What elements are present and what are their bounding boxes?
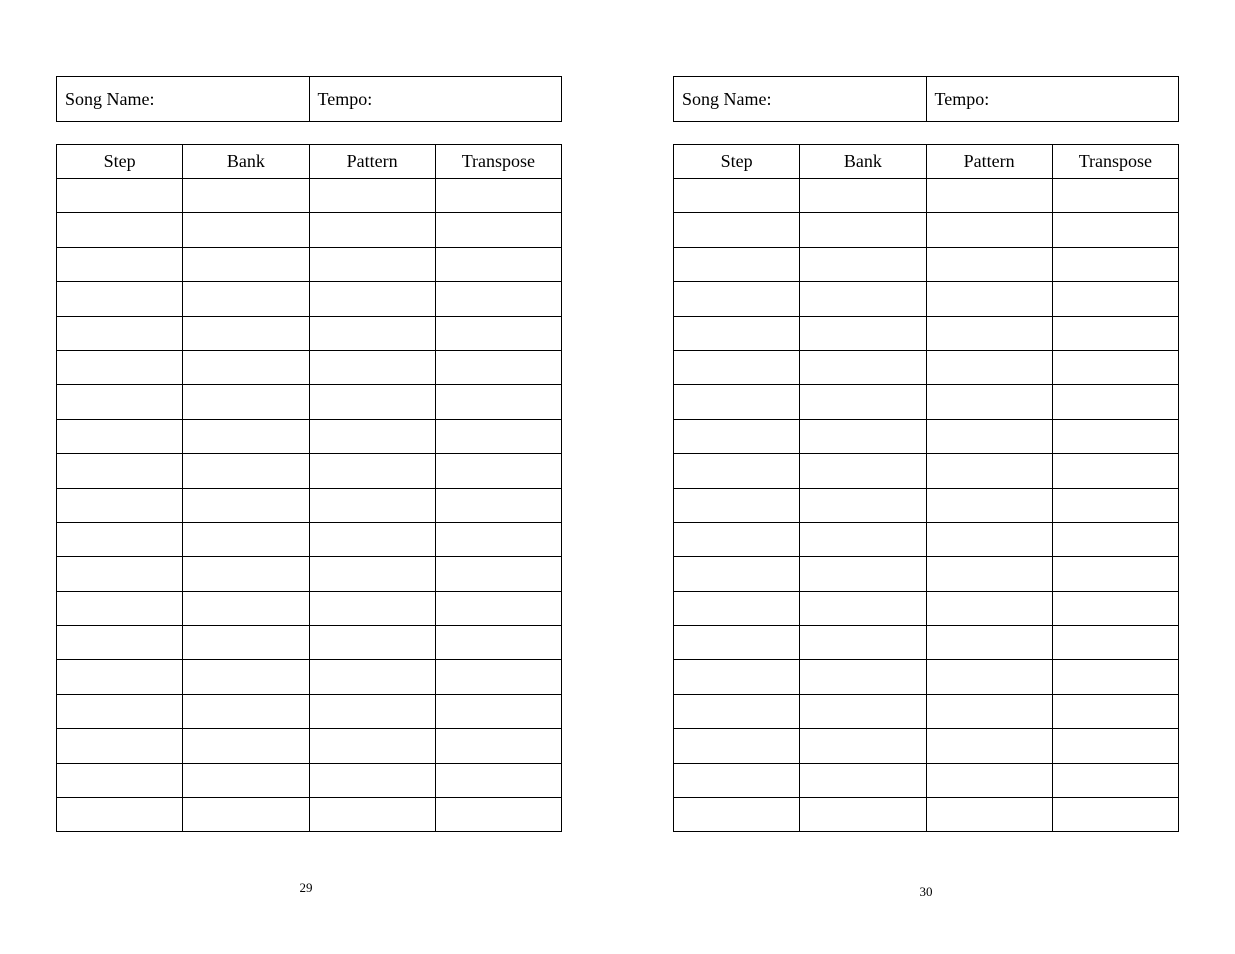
cell-bank[interactable] — [800, 798, 926, 832]
cell-step[interactable] — [57, 660, 183, 694]
cell-pattern[interactable] — [309, 763, 435, 797]
cell-step[interactable] — [674, 694, 800, 728]
cell-bank[interactable] — [800, 419, 926, 453]
column-header-pattern: Pattern — [309, 145, 435, 179]
cell-bank[interactable] — [183, 729, 309, 763]
page-number: 29 — [299, 880, 313, 895]
cell-bank[interactable] — [800, 488, 926, 522]
cell-step[interactable] — [57, 798, 183, 832]
cell-transpose[interactable] — [435, 488, 561, 522]
column-header-step: Step — [57, 145, 183, 179]
cell-transpose[interactable] — [435, 179, 561, 213]
cell-pattern[interactable] — [926, 213, 1052, 247]
cell-transpose[interactable] — [1052, 488, 1178, 522]
table-row — [674, 522, 1179, 556]
table-row — [674, 213, 1179, 247]
cell-transpose[interactable] — [435, 282, 561, 316]
cell-transpose[interactable] — [1052, 522, 1178, 556]
table-row — [57, 626, 562, 660]
cell-bank[interactable] — [800, 729, 926, 763]
cell-bank[interactable] — [800, 763, 926, 797]
cell-pattern[interactable] — [309, 316, 435, 350]
cell-bank[interactable] — [183, 454, 309, 488]
cell-pattern[interactable] — [926, 350, 1052, 384]
cell-bank[interactable] — [183, 282, 309, 316]
cell-pattern[interactable] — [926, 385, 1052, 419]
cell-pattern[interactable] — [309, 419, 435, 453]
cell-bank[interactable] — [800, 350, 926, 384]
cell-pattern[interactable] — [309, 660, 435, 694]
cell-transpose[interactable] — [1052, 350, 1178, 384]
cell-bank[interactable] — [800, 694, 926, 728]
song-info-table — [56, 76, 562, 122]
cell-step[interactable] — [674, 454, 800, 488]
cell-pattern[interactable] — [926, 454, 1052, 488]
cell-pattern[interactable] — [926, 419, 1052, 453]
cell-step[interactable] — [57, 522, 183, 556]
table-row — [57, 282, 562, 316]
table-row — [674, 488, 1179, 522]
table-row — [57, 454, 562, 488]
cell-pattern[interactable] — [926, 282, 1052, 316]
cell-bank[interactable] — [183, 660, 309, 694]
step-table — [56, 144, 562, 832]
table-row — [674, 660, 1179, 694]
cell-step[interactable] — [57, 488, 183, 522]
cell-transpose[interactable] — [435, 660, 561, 694]
cell-step[interactable] — [57, 247, 183, 281]
cell-transpose[interactable] — [1052, 626, 1178, 660]
cell-transpose[interactable] — [435, 798, 561, 832]
table-row — [57, 213, 562, 247]
cell-step[interactable] — [57, 179, 183, 213]
cell-transpose[interactable] — [435, 419, 561, 453]
cell-pattern[interactable] — [926, 729, 1052, 763]
cell-transpose[interactable] — [1052, 179, 1178, 213]
table-row — [674, 763, 1179, 797]
column-header-bank: Bank — [183, 145, 309, 179]
cell-transpose[interactable] — [435, 213, 561, 247]
cell-bank[interactable] — [800, 385, 926, 419]
cell-pattern[interactable] — [309, 385, 435, 419]
cell-bank[interactable] — [183, 798, 309, 832]
tempo-field[interactable]: Tempo: — [926, 77, 1179, 122]
cell-transpose[interactable] — [435, 350, 561, 384]
step-table-body — [674, 179, 1179, 832]
table-row — [674, 626, 1179, 660]
cell-step[interactable] — [674, 798, 800, 832]
table-row — [57, 557, 562, 591]
cell-step[interactable] — [57, 729, 183, 763]
table-row — [674, 454, 1179, 488]
column-header-transpose: Transpose — [435, 145, 561, 179]
table-row — [674, 316, 1179, 350]
cell-step[interactable] — [57, 350, 183, 384]
cell-pattern[interactable] — [926, 247, 1052, 281]
cell-pattern[interactable] — [309, 179, 435, 213]
cell-step[interactable] — [674, 247, 800, 281]
cell-step[interactable] — [674, 350, 800, 384]
cell-bank[interactable] — [183, 350, 309, 384]
cell-transpose[interactable] — [435, 729, 561, 763]
cell-transpose[interactable] — [1052, 316, 1178, 350]
cell-transpose[interactable] — [435, 247, 561, 281]
step-table — [673, 144, 1179, 832]
cell-pattern[interactable] — [309, 626, 435, 660]
cell-step[interactable] — [57, 213, 183, 247]
table-row — [57, 694, 562, 728]
cell-pattern[interactable] — [309, 694, 435, 728]
cell-transpose[interactable] — [1052, 247, 1178, 281]
cell-step[interactable] — [674, 626, 800, 660]
cell-pattern[interactable] — [926, 694, 1052, 728]
cell-transpose[interactable] — [435, 522, 561, 556]
cell-bank[interactable] — [800, 454, 926, 488]
cell-transpose[interactable] — [1052, 763, 1178, 797]
song-sheet-page-left — [56, 76, 562, 832]
cell-transpose[interactable] — [1052, 282, 1178, 316]
cell-transpose[interactable] — [435, 694, 561, 728]
cell-step[interactable] — [57, 316, 183, 350]
cell-pattern[interactable] — [926, 798, 1052, 832]
cell-transpose[interactable] — [1052, 591, 1178, 625]
cell-pattern[interactable] — [926, 488, 1052, 522]
cell-transpose[interactable] — [1052, 557, 1178, 591]
cell-bank[interactable] — [800, 626, 926, 660]
cell-pattern[interactable] — [309, 488, 435, 522]
cell-bank[interactable] — [183, 488, 309, 522]
cell-bank[interactable] — [183, 316, 309, 350]
table-row — [674, 350, 1179, 384]
table-row — [674, 557, 1179, 591]
table-row — [674, 729, 1179, 763]
song-name-field[interactable]: Song Name: — [674, 77, 927, 122]
cell-step[interactable] — [57, 282, 183, 316]
table-row — [57, 385, 562, 419]
table-row — [57, 660, 562, 694]
cell-transpose[interactable] — [435, 591, 561, 625]
cell-pattern[interactable] — [926, 626, 1052, 660]
cell-pattern[interactable] — [926, 557, 1052, 591]
table-row — [57, 522, 562, 556]
cell-bank[interactable] — [183, 419, 309, 453]
cell-bank[interactable] — [800, 213, 926, 247]
column-header-transpose: Transpose — [1052, 145, 1178, 179]
cell-bank[interactable] — [800, 179, 926, 213]
table-row — [57, 419, 562, 453]
column-header-bank: Bank — [800, 145, 926, 179]
cell-bank[interactable] — [183, 522, 309, 556]
cell-step[interactable] — [57, 557, 183, 591]
cell-bank[interactable] — [183, 694, 309, 728]
table-row — [674, 247, 1179, 281]
cell-pattern[interactable] — [926, 522, 1052, 556]
table-row — [674, 591, 1179, 625]
cell-step[interactable] — [674, 282, 800, 316]
cell-pattern[interactable] — [926, 660, 1052, 694]
table-header-row — [674, 145, 1179, 179]
cell-pattern[interactable] — [309, 213, 435, 247]
cell-step[interactable] — [674, 488, 800, 522]
cell-step[interactable] — [57, 454, 183, 488]
column-header-step: Step — [674, 145, 800, 179]
table-row — [674, 282, 1179, 316]
cell-bank[interactable] — [183, 591, 309, 625]
table-row — [57, 350, 562, 384]
cell-step[interactable] — [57, 626, 183, 660]
cell-bank[interactable] — [800, 557, 926, 591]
cell-step[interactable] — [57, 419, 183, 453]
cell-step[interactable] — [674, 729, 800, 763]
cell-pattern[interactable] — [926, 763, 1052, 797]
cell-pattern[interactable] — [309, 557, 435, 591]
table-row — [57, 591, 562, 625]
table-row — [57, 316, 562, 350]
cell-step[interactable] — [57, 694, 183, 728]
cell-transpose[interactable] — [1052, 694, 1178, 728]
cell-transpose[interactable] — [435, 557, 561, 591]
cell-bank[interactable] — [800, 660, 926, 694]
table-row — [57, 798, 562, 832]
cell-transpose[interactable] — [1052, 454, 1178, 488]
cell-bank[interactable] — [800, 522, 926, 556]
table-row — [674, 694, 1179, 728]
cell-pattern[interactable] — [309, 282, 435, 316]
cell-pattern[interactable] — [309, 247, 435, 281]
cell-transpose[interactable] — [1052, 798, 1178, 832]
cell-bank[interactable] — [800, 316, 926, 350]
cell-pattern[interactable] — [309, 798, 435, 832]
cell-transpose[interactable] — [435, 454, 561, 488]
cell-transpose[interactable] — [1052, 385, 1178, 419]
column-header-pattern: Pattern — [926, 145, 1052, 179]
song-sheet-page-right — [673, 76, 1179, 832]
cell-transpose[interactable] — [1052, 213, 1178, 247]
cell-pattern[interactable] — [926, 179, 1052, 213]
cell-step[interactable] — [674, 213, 800, 247]
cell-pattern[interactable] — [309, 350, 435, 384]
cell-bank[interactable] — [183, 179, 309, 213]
cell-pattern[interactable] — [309, 522, 435, 556]
cell-transpose[interactable] — [435, 626, 561, 660]
cell-bank[interactable] — [183, 213, 309, 247]
cell-transpose[interactable] — [1052, 660, 1178, 694]
table-row — [57, 247, 562, 281]
cell-pattern[interactable] — [309, 591, 435, 625]
cell-transpose[interactable] — [435, 385, 561, 419]
table-row — [57, 488, 562, 522]
cell-step[interactable] — [57, 763, 183, 797]
table-row — [57, 179, 562, 213]
cell-step[interactable] — [674, 557, 800, 591]
cell-pattern[interactable] — [309, 454, 435, 488]
cell-bank[interactable] — [800, 247, 926, 281]
cell-step[interactable] — [674, 179, 800, 213]
cell-pattern[interactable] — [926, 591, 1052, 625]
cell-bank[interactable] — [183, 247, 309, 281]
table-row — [674, 179, 1179, 213]
cell-pattern[interactable] — [926, 316, 1052, 350]
table-row — [674, 419, 1179, 453]
cell-bank[interactable] — [800, 591, 926, 625]
cell-step[interactable] — [674, 763, 800, 797]
cell-transpose[interactable] — [435, 763, 561, 797]
cell-step[interactable] — [57, 385, 183, 419]
cell-step[interactable] — [674, 660, 800, 694]
cell-transpose[interactable] — [1052, 419, 1178, 453]
cell-step[interactable] — [674, 522, 800, 556]
table-header-row — [57, 145, 562, 179]
step-table-body — [57, 179, 562, 832]
song-info-table — [673, 76, 1179, 122]
cell-transpose[interactable] — [1052, 729, 1178, 763]
cell-bank[interactable] — [800, 282, 926, 316]
cell-step[interactable] — [674, 385, 800, 419]
cell-step[interactable] — [674, 316, 800, 350]
cell-bank[interactable] — [183, 763, 309, 797]
cell-bank[interactable] — [183, 626, 309, 660]
tempo-field[interactable]: Tempo: — [309, 77, 562, 122]
cell-bank[interactable] — [183, 385, 309, 419]
page-number: 30 — [919, 884, 933, 899]
table-row — [57, 763, 562, 797]
cell-pattern[interactable] — [309, 729, 435, 763]
song-name-field[interactable]: Song Name: — [57, 77, 310, 122]
table-row — [57, 729, 562, 763]
table-row — [674, 798, 1179, 832]
cell-step[interactable] — [674, 419, 800, 453]
cell-bank[interactable] — [183, 557, 309, 591]
cell-step[interactable] — [57, 591, 183, 625]
cell-transpose[interactable] — [435, 316, 561, 350]
cell-step[interactable] — [674, 591, 800, 625]
table-row — [674, 385, 1179, 419]
